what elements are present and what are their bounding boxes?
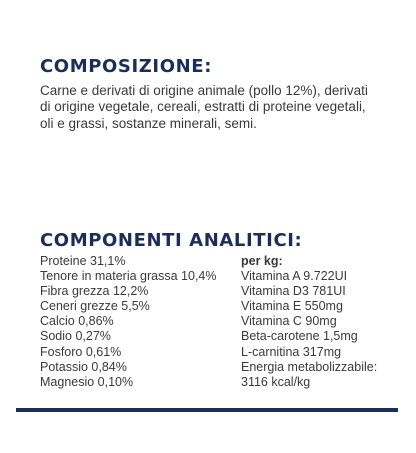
- composition-text: Carne e derivati di origine animale (pollo 12%), derivati di origine vegetale, cereali, estratti di proteine vegetali, oli e grassi, sostanze minerali, semi.: [40, 83, 368, 131]
- nutrient-item: Fosforo 0,61%: [40, 344, 122, 359]
- nutrient-item: Potassio 0,84%: [40, 359, 127, 374]
- additives-list: [241, 254, 377, 390]
- bottom-divider-bar: [16, 408, 398, 412]
- nutrient-item: Tenore in materia grassa 10,4%: [40, 269, 217, 284]
- per-kg-title: per kg:: [241, 254, 283, 268]
- nutrient-item: Fibra grezza 12,2%: [40, 284, 149, 299]
- nutrient-item: Ceneri grezze 5,5%: [40, 299, 150, 314]
- additive-item: L-carnitina 317mg: [241, 344, 342, 359]
- nutrient-item: Sodio 0,27%: [40, 329, 111, 344]
- additive-item: Vitamina E 550mg: [241, 299, 343, 314]
- energy-label: Energia metabolizzabile:: [241, 359, 378, 374]
- nutrient-item: Calcio 0,86%: [40, 314, 114, 329]
- nutrient-list: [40, 254, 216, 390]
- composition-heading: COMPOSIZIONE:: [40, 56, 212, 77]
- additive-item: Vitamina C 90mg: [241, 314, 337, 329]
- nutrient-item: Magnesio 0,10%: [40, 374, 134, 389]
- energy-value: 3116 kcal/kg: [241, 374, 311, 389]
- analytics-heading: COMPONENTI ANALITICI:: [40, 230, 303, 251]
- additive-item: Vitamina D3 781UI: [241, 284, 346, 299]
- nutrient-item: Proteine 31,1%: [40, 254, 126, 268]
- additive-item: Beta-carotene 1,5mg: [241, 329, 358, 344]
- additive-item: Vitamina A 9.722UI: [241, 269, 348, 284]
